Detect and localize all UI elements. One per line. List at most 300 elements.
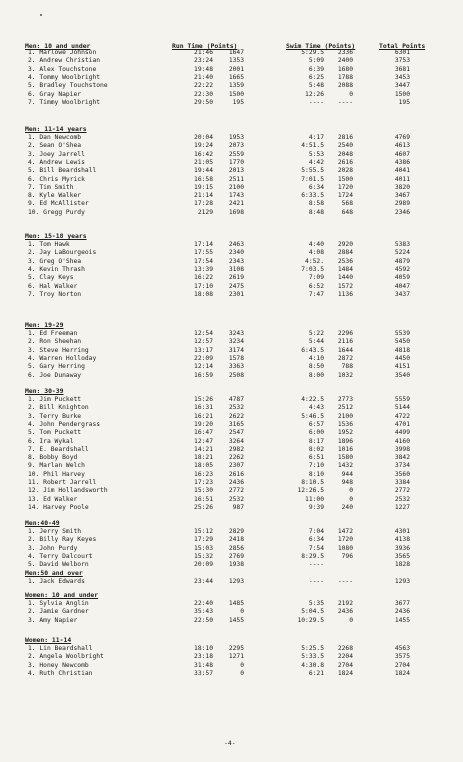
athlete-name: 7. Timmy Woolbright [28, 98, 101, 106]
run-time: 16:58 [194, 175, 213, 183]
run-points: 1743 [228, 192, 244, 200]
result-row [0, 184, 463, 192]
swim-points: 1680 [337, 65, 353, 73]
total-points: 4818 [394, 346, 410, 354]
athlete-name: 4. Terry Dalcourt [28, 552, 93, 560]
run-time: 17:10 [194, 282, 213, 290]
run-time: 16:59 [194, 371, 213, 379]
athlete-name: 3. Steve Herring [28, 346, 89, 354]
swim-time: ---- [308, 561, 324, 569]
swim-time: 4:52. [305, 257, 324, 265]
swim-time: 7:54 [308, 544, 324, 552]
athlete-name: 4. Warren Holloday [28, 354, 97, 362]
athlete-name: 2. Angela Woolbright [28, 653, 104, 661]
total-points: 4613 [394, 142, 410, 150]
run-column-header: Run Time (Points) [172, 42, 238, 50]
total-points: 1455 [394, 616, 410, 624]
swim-points: 2116 [337, 338, 353, 346]
athlete-name: 4. Andrew Lewis [28, 158, 85, 166]
run-points: 1938 [228, 561, 244, 569]
run-time: 18:10 [194, 645, 213, 652]
run-time: 12:47 [194, 437, 213, 445]
swim-points: ---- [337, 578, 353, 585]
run-time: 15:26 [194, 396, 213, 403]
swim-points: ---- [337, 98, 353, 106]
run-time: 22:50 [194, 616, 213, 624]
athlete-name: 6. Joe Dunaway [28, 371, 82, 379]
run-time: 23:44 [194, 578, 213, 585]
athlete-name: 2. Jamie Gardner [28, 608, 89, 616]
swim-points: 0 [349, 495, 353, 503]
swim-points: 1896 [337, 437, 353, 445]
swim-points: 1720 [337, 183, 353, 191]
swim-time: 7:04 [308, 528, 324, 535]
swim-time: 4:08 [308, 249, 324, 257]
run-time: 16:51 [194, 495, 213, 503]
result-row [0, 283, 463, 291]
run-time: 29:50 [194, 98, 213, 106]
athlete-name: 3. Joey Jarrell [28, 150, 85, 158]
swim-time: 6:39 [308, 65, 324, 73]
total-points: 1500 [394, 90, 410, 98]
run-time: 17:28 [194, 200, 213, 208]
run-time: 20:04 [194, 134, 213, 141]
run-time: 12:54 [194, 330, 213, 337]
swim-time: 12:26 [305, 90, 324, 98]
run-points: 1271 [228, 653, 244, 661]
athlete-name: 8. Bobby Boyd [28, 454, 78, 462]
run-time: 16:21 [194, 412, 213, 420]
athlete-name: 3. Amy Napier [28, 616, 78, 624]
swim-time: 6:51 [308, 454, 324, 462]
total-points: 3437 [394, 290, 410, 298]
athlete-name: 10. Gregg Purdy [28, 208, 85, 216]
athlete-name: 5. Gary Herring [28, 363, 85, 371]
run-time: 20:09 [194, 561, 213, 569]
run-time: 15:30 [194, 487, 213, 495]
run-time: 14:21 [194, 445, 213, 453]
run-points: 2073 [228, 142, 244, 150]
scan-speck [40, 14, 42, 16]
run-points: 2013 [228, 167, 244, 175]
result-row [0, 438, 463, 446]
total-points: 2346 [394, 208, 410, 216]
swim-time: 4:42 [308, 158, 324, 166]
total-points: 2532 [394, 495, 410, 503]
result-row [0, 670, 463, 678]
swim-time: 4:22.5 [301, 396, 324, 403]
run-time: 35:43 [194, 608, 213, 616]
athlete-name: 5. Bradley Touchstone [28, 82, 108, 90]
result-row [0, 74, 463, 82]
run-points: 2769 [228, 552, 244, 560]
swim-time: 5:22 [308, 330, 324, 337]
total-points: 4722 [394, 412, 410, 420]
total-points: 3734 [394, 462, 410, 470]
total-points: 3998 [394, 445, 410, 453]
result-row [0, 57, 463, 65]
total-points: 4607 [394, 150, 410, 158]
swim-time: 8:29.5 [301, 552, 324, 560]
swim-time: 5:55.5 [301, 167, 324, 175]
run-time: 22:40 [194, 600, 213, 607]
run-points: 0 [240, 608, 244, 616]
result-row [0, 617, 463, 625]
section-title: Women: 11-14 [25, 636, 72, 644]
swim-time: ---- [308, 98, 324, 106]
run-time: 18:08 [194, 290, 213, 298]
athlete-name: 12. Jim Hollandsworth [28, 487, 108, 495]
athlete-name: 13. Ed Walker [28, 495, 78, 503]
run-points: 3363 [228, 363, 244, 371]
athlete-name: 5. Tom Puckett [28, 429, 82, 437]
run-time: 16:42 [194, 150, 213, 158]
total-points: 4592 [394, 265, 410, 273]
athlete-name: 9. Marlan Welch [28, 462, 85, 470]
athlete-name: 4. John Pendergrass [28, 420, 101, 428]
total-points: 4450 [394, 354, 410, 362]
swim-time: 6:57 [308, 420, 324, 428]
run-points: 3243 [228, 330, 244, 337]
swim-time: 5:35 [308, 600, 324, 607]
result-row [0, 421, 463, 429]
swim-points: 2540 [337, 142, 353, 150]
total-points: 4879 [394, 257, 410, 265]
swim-points: 1032 [337, 371, 353, 379]
result-row [0, 134, 463, 142]
run-time: 16:23 [194, 470, 213, 478]
athlete-name: 1. Sylvia Anglin [28, 600, 89, 607]
total-points: 2772 [394, 487, 410, 495]
swim-points: 944 [341, 470, 353, 478]
run-points: 2982 [228, 445, 244, 453]
run-time: 19:15 [194, 183, 213, 191]
swim-time: 6:25 [308, 73, 324, 81]
swim-points: 2268 [337, 645, 353, 652]
result-row [0, 561, 463, 569]
total-points: 3681 [394, 65, 410, 73]
run-points: 0 [240, 669, 244, 677]
result-row [0, 66, 463, 74]
run-time: 17:23 [194, 479, 213, 486]
result-row [0, 553, 463, 561]
swim-time: 7:09 [308, 274, 324, 282]
result-row [0, 404, 463, 412]
total-points: 2989 [394, 200, 410, 208]
total-points: 4563 [394, 645, 410, 652]
total-points: 4160 [394, 437, 410, 445]
total-points: 3447 [394, 82, 410, 90]
result-row [0, 471, 463, 479]
total-points: 4386 [394, 158, 410, 166]
run-time: 15:12 [194, 528, 213, 535]
run-points: 2418 [228, 536, 244, 544]
run-points: 1578 [228, 354, 244, 362]
total-points: 3540 [394, 371, 410, 379]
athlete-name: 6. Chris Myrick [28, 175, 85, 183]
run-points: 1485 [228, 600, 244, 607]
section-title: Men: 11-14 years [25, 125, 87, 133]
athlete-name: 2. Jay LaBourgeois [28, 249, 97, 257]
swim-time: 7:10 [308, 462, 324, 470]
run-points: 987 [232, 503, 244, 511]
run-points: 2001 [228, 65, 244, 73]
swim-time: 7:47 [308, 290, 324, 298]
swim-time: 8:10 [308, 470, 324, 478]
run-points: 2508 [228, 371, 244, 379]
swim-time: 8:48 [308, 208, 324, 216]
swim-points: 2704 [337, 661, 353, 669]
run-points: 2559 [228, 150, 244, 158]
total-points: 2436 [394, 608, 410, 616]
athlete-name: 3. Alex Touchstone [28, 65, 97, 73]
total-points: 2704 [394, 661, 410, 669]
swim-time: 7:01.5 [301, 175, 324, 183]
athlete-name: 6. Gray Napier [28, 90, 82, 98]
total-points: 3677 [394, 600, 410, 607]
run-points: 1359 [228, 82, 244, 90]
swim-points: 2436 [337, 608, 353, 616]
result-row [0, 249, 463, 257]
swim-points: 2204 [337, 653, 353, 661]
swim-points: 2296 [337, 330, 353, 337]
athlete-name: 10. Phil Harvey [28, 470, 85, 478]
swim-time: 6:34 [308, 183, 324, 191]
run-time: 31:48 [194, 661, 213, 669]
section-title: Men:50 and over [25, 569, 83, 577]
result-row [0, 274, 463, 282]
run-time: 12:57 [194, 338, 213, 346]
total-points: 5450 [394, 338, 410, 346]
athlete-name: 1. Tom Hawk [28, 241, 70, 248]
athlete-name: 2. Bill Knighton [28, 404, 89, 412]
run-time: 23:24 [194, 57, 213, 65]
run-time: 12:14 [194, 363, 213, 371]
run-points: 3174 [228, 346, 244, 354]
swim-points: 796 [341, 552, 353, 560]
total-points: 4701 [394, 420, 410, 428]
run-points: 1665 [228, 73, 244, 81]
swim-points: 948 [341, 479, 353, 486]
total-points: 4301 [394, 528, 410, 535]
run-points: 2532 [228, 404, 244, 412]
total-points: 5539 [394, 330, 410, 337]
swim-time: 6:52 [308, 282, 324, 290]
total-points: 5224 [394, 249, 410, 257]
athlete-name: 8. Kyle Walker [28, 192, 82, 200]
swim-points: 0 [349, 90, 353, 98]
run-points: 2772 [228, 487, 244, 495]
result-row [0, 176, 463, 184]
swim-time: 6:43.5 [301, 346, 324, 354]
swim-points: 2773 [337, 396, 353, 403]
athlete-name: 1. Jim Puckett [28, 396, 82, 403]
swim-time: 4:17 [308, 134, 324, 141]
swim-points: 648 [341, 208, 353, 216]
athlete-name: 4. Tommy Woolbright [28, 73, 101, 81]
run-points: 3234 [228, 338, 244, 346]
swim-points: 1644 [337, 346, 353, 354]
run-time: 19:20 [194, 420, 213, 428]
result-row [0, 200, 463, 208]
athlete-name: 3. Honey Newcomb [28, 661, 89, 669]
swim-time: 6:21 [308, 669, 324, 677]
swim-time: 10:29.5 [297, 616, 324, 624]
swim-points: 2048 [337, 150, 353, 158]
athlete-name: 7. Tim Smith [28, 183, 74, 191]
swim-time: ---- [308, 578, 324, 585]
swim-points: 1080 [337, 544, 353, 552]
athlete-name: 6. Ira Wykal [28, 437, 74, 445]
swim-points: 1484 [337, 265, 353, 273]
swim-points: 0 [349, 487, 353, 495]
swim-points: 2336 [337, 49, 353, 56]
swim-time: 4:43 [308, 404, 324, 412]
total-points: 4151 [394, 363, 410, 371]
athlete-name: 9. Ed McAllister [28, 200, 89, 208]
result-row [0, 479, 463, 487]
swim-points: 1500 [337, 175, 353, 183]
swim-time: 5:44 [308, 338, 324, 346]
total-points: 4499 [394, 429, 410, 437]
result-row [0, 429, 463, 437]
swim-time: 7:03.5 [301, 265, 324, 273]
total-points: 4047 [394, 282, 410, 290]
swim-points: 788 [341, 363, 353, 371]
result-row [0, 291, 463, 299]
run-time: 21:46 [194, 49, 213, 56]
total-points: 3565 [394, 552, 410, 560]
swim-points: 1724 [337, 192, 353, 200]
swim-time: 6:34 [308, 536, 324, 544]
total-points: 3453 [394, 73, 410, 81]
swim-points: 1136 [337, 290, 353, 298]
swim-time: 9:39 [308, 503, 324, 511]
swim-points: 1824 [337, 669, 353, 677]
swim-time: 8:10.5 [301, 479, 324, 486]
result-row [0, 151, 463, 159]
athlete-name: 3. Greg O'Shea [28, 257, 82, 265]
run-points: 1953 [228, 134, 244, 141]
athlete-name: 14. Harvey Poole [28, 503, 89, 511]
run-time: 2129 [197, 208, 213, 216]
total-points: 1828 [394, 561, 410, 569]
run-time: 25:26 [194, 503, 213, 511]
run-time: 13:17 [194, 346, 213, 354]
result-row [0, 266, 463, 274]
athlete-name: 1. Dan Newcomb [28, 134, 82, 141]
swim-points: 2512 [337, 404, 353, 412]
section-title: Men:40-49 [25, 519, 60, 527]
run-points: 2421 [228, 200, 244, 208]
swim-points: 2536 [337, 257, 353, 265]
athlete-name: 11. Robert Jarrell [28, 479, 97, 486]
run-points: 0 [240, 661, 244, 669]
run-time: 21:05 [194, 158, 213, 166]
run-time: 16:22 [194, 274, 213, 282]
athlete-name: 1. Ed Freeman [28, 330, 78, 337]
run-points: 1293 [228, 578, 244, 585]
swim-time: 8:17 [308, 437, 324, 445]
result-row [0, 347, 463, 355]
run-points: 1353 [228, 57, 244, 65]
result-row [0, 545, 463, 553]
swim-time: 12:26.5 [297, 487, 324, 495]
total-points: 195 [398, 98, 410, 106]
run-points: 195 [232, 98, 244, 106]
swim-points: 2884 [337, 249, 353, 257]
swim-points: 2088 [337, 82, 353, 90]
result-row [0, 446, 463, 454]
athlete-name: 3. Terry Burke [28, 412, 82, 420]
run-points: 2532 [228, 495, 244, 503]
total-column-header: Total Points [379, 42, 426, 50]
run-points: 1647 [228, 49, 244, 56]
result-row [0, 355, 463, 363]
run-time: 19:24 [194, 142, 213, 150]
run-time: 21:14 [194, 192, 213, 200]
athlete-name: 1. Lin Beardshall [28, 645, 93, 652]
section-title: Men: 19-29 [25, 321, 64, 329]
athlete-name: 7. E. Beardshall [28, 445, 89, 453]
swim-points: 1788 [337, 73, 353, 81]
swim-time: 4:51.5 [301, 142, 324, 150]
result-row [0, 49, 463, 57]
run-time: 22:30 [194, 90, 213, 98]
swim-time: 5:25.5 [301, 645, 324, 652]
run-points: 2511 [228, 175, 244, 183]
run-points: 2463 [228, 241, 244, 248]
run-points: 2475 [228, 282, 244, 290]
run-time: 16:31 [194, 404, 213, 412]
run-points: 2616 [228, 470, 244, 478]
result-row [0, 504, 463, 512]
run-time: 18:05 [194, 462, 213, 470]
result-row [0, 454, 463, 462]
run-points: 1770 [228, 158, 244, 166]
result-row [0, 528, 463, 536]
run-points: 2343 [228, 257, 244, 265]
run-points: 1500 [228, 90, 244, 98]
swim-time: 4:30.8 [301, 661, 324, 669]
swim-time: 5:48 [308, 82, 324, 90]
total-points: 5559 [394, 396, 410, 403]
swim-points: 1016 [337, 445, 353, 453]
athlete-name: 2. Billy Ray Keyes [28, 536, 97, 544]
swim-points: 2028 [337, 167, 353, 175]
run-points: 3165 [228, 420, 244, 428]
run-time: 18:21 [194, 454, 213, 462]
result-row [0, 653, 463, 661]
section-title: Women: 10 and under [25, 591, 99, 599]
swim-points: 1536 [337, 420, 353, 428]
total-points: 4138 [394, 536, 410, 544]
run-points: 2301 [228, 290, 244, 298]
swim-time: 8:02 [308, 445, 324, 453]
athlete-name: 1. Jerry Smith [28, 528, 82, 535]
run-points: 2856 [228, 544, 244, 552]
athlete-name: 3. John Purdy [28, 544, 78, 552]
result-row [0, 91, 463, 99]
result-row [0, 192, 463, 200]
total-points: 1227 [394, 503, 410, 511]
result-row [0, 159, 463, 167]
result-row [0, 396, 463, 404]
run-time: 22:22 [194, 82, 213, 90]
swim-time: 8:00 [308, 371, 324, 379]
swim-time: 4:10 [308, 354, 324, 362]
swim-points: 240 [341, 503, 353, 511]
